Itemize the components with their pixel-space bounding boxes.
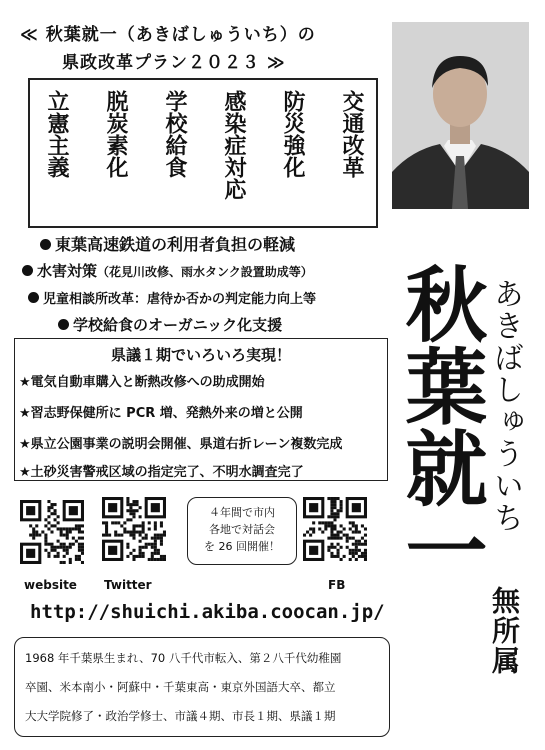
website-qr-label: website [24, 578, 77, 592]
party-affiliation: 無所属 [488, 586, 521, 676]
bio-line: 大大学院修了・政治学修士、市議４期、市長１期、県議１期 [25, 709, 336, 723]
note-line: を 26 回開催！ [204, 540, 280, 553]
policy-bullet-flood-control: 水害対策（花見川改修、雨水タンク設置助成等） [22, 260, 313, 281]
policy-bullet-toyo-railway: 東葉高速鉄道の利用者負担の軽減 [40, 232, 295, 255]
website-url-link[interactable]: http://shuichi.akiba.coocan.jp/ [30, 601, 385, 623]
candidate-name-kana: あきばしゅういち [488, 278, 523, 534]
policy-pillars-box [28, 78, 378, 228]
policy-bullet-child-consultation: 児童相談所改革：虐待か否かの判定能力向上等 [28, 288, 316, 307]
flyer-title-line-1: ≪ 秋葉就一（あきばしゅういち）の [20, 25, 316, 45]
achievement-item: ★土砂災害警戒区域の指定完了、不明水調査完了 [19, 465, 304, 480]
candidate-name-kanji: 秋葉就一 [392, 262, 487, 590]
pillar-school-lunch: 学校給食 [162, 90, 187, 178]
biography-box [14, 637, 390, 737]
achievement-item: ★習志野保健所に PCR 増、発熱外来の増と公開 [19, 406, 303, 421]
facebook-qr-code[interactable] [303, 497, 367, 561]
bio-line: 1968 年千葉県生まれ、70 八千代市転入、第２八千代幼稚園 [25, 651, 342, 665]
twitter-qr-label: Twitter [104, 578, 152, 592]
pillar-disaster-prevention: 防災強化 [280, 90, 305, 178]
achievement-item: ★電気自動車購入と断熱改修への助成開始 [19, 375, 265, 390]
policy-bullet-organic-lunch: 学校給食のオーガニック化支援 [58, 314, 282, 335]
pillar-constitutionalism: 立憲主義 [44, 90, 69, 178]
achievement-item: ★県立公園事業の説明会開催、県道右折レーン複数完成 [19, 437, 343, 452]
pillar-infection-response: 感染症対応 [221, 90, 246, 200]
bullet-dot-icon [22, 265, 33, 276]
note-line: 各地で対話会 [209, 523, 275, 536]
pillar-transport-reform: 交通改革 [339, 90, 364, 178]
note-line: ４年間で市内 [209, 506, 275, 519]
bullet-dot-icon [58, 319, 69, 330]
bullet-dot-icon [28, 292, 39, 303]
bullet-dot-icon [40, 239, 51, 250]
flyer-title-line-2: 県政改革プラン２０２３ ≫ [62, 53, 286, 73]
candidate-portrait-photo [392, 22, 529, 209]
pillar-decarbonization: 脱炭素化 [103, 90, 128, 178]
achievements-title: 県議１期でいろいろ実現！ [110, 346, 291, 364]
website-qr-code[interactable] [20, 500, 84, 564]
bio-line: 卒園、米本南小・阿蘇中・千葉東高・東京外国語大卒、都立 [25, 680, 336, 694]
twitter-qr-code[interactable] [102, 497, 166, 561]
facebook-qr-label: FB [328, 578, 346, 592]
achievements-box [14, 338, 388, 481]
dialogue-sessions-note [187, 497, 297, 565]
